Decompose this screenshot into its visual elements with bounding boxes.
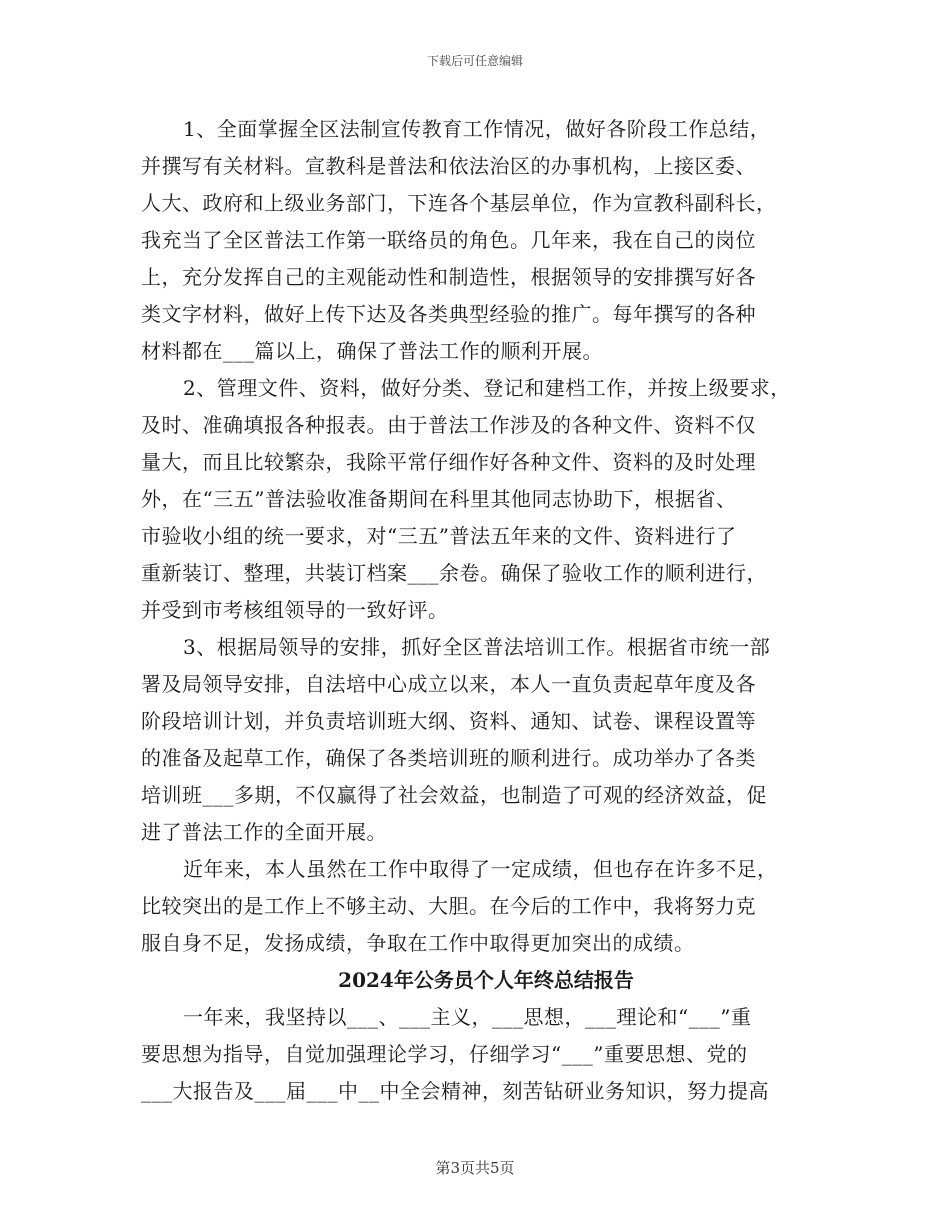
paragraph-line: 近年来，本人虽然在工作中取得了一定成绩，但也存在许多不足， — [183, 857, 778, 881]
paragraph-line: 培训班___多期，不仅赢得了社会效益，也制造了可观的经济效益，促 — [141, 783, 767, 807]
paragraph-line: 上，充分发挥自己的主观能动性和制造性，根据领导的安排撰写好各 — [141, 265, 756, 289]
paragraph-line: 2、管理文件、资料，做好分类、登记和建档工作，并按上级要求， — [183, 376, 791, 400]
paragraph-line: 比较突出的是工作上不够主动、大胆。在今后的工作中，我将努力克 — [141, 894, 756, 918]
paragraph-line: 量大，而且比较繁杂，我除平常仔细作好各种文件、资料的及时处理 — [141, 450, 756, 474]
paragraph-line: 一年来，我坚持以___、___主义，___思想，___理论和“___”重 — [183, 1005, 752, 1029]
paragraph-line: 及时、准确填报各种报表。由于普法工作涉及的各种文件、资料不仅 — [141, 413, 756, 437]
paragraph-line: 并撰写有关材料。宣教科是普法和依法治区的办事机构，上接区委、 — [141, 154, 756, 178]
paragraph-line: 材料都在___篇以上，确保了普法工作的顺利开展。 — [141, 339, 603, 363]
paragraph-line: 3、根据局领导的安排，抓好全区普法培训工作。根据省市统一部 — [183, 635, 771, 659]
paragraph-line: 要思想为指导，自觉加强理论学习，仔细学习“___”重要思想、党的 — [141, 1042, 748, 1066]
paragraph-line: 阶段培训计划，并负责培训班大纲、资料、通知、试卷、课程设置等 — [141, 709, 756, 733]
paragraph-line: 进了普法工作的全面开展。 — [141, 820, 387, 844]
section-title: 2024年公务员个人年终总结报告 — [338, 968, 634, 992]
paragraph-line: 1、全面掌握全区法制宣传教育工作情况，做好各阶段工作总结， — [183, 117, 771, 141]
paragraph-line: 人大、政府和上级业务部门，下连各个基层单位，作为宣教科副科长， — [141, 191, 777, 215]
paragraph-line: 外，在“三五”普法验收准备期间在科里其他同志协助下，根据省、 — [141, 487, 737, 511]
paragraph-line: ___大报告及___届___中__中全会精神，刻苦钻研业务知识，努力提高 — [141, 1079, 769, 1103]
document-body — [141, 111, 831, 1110]
paragraph-line: 的准备及起草工作，确保了各类培训班的顺利进行。成功举办了各类 — [141, 746, 756, 770]
paragraph-line: 我充当了全区普法工作第一联络员的角色。几年来，我在自己的岗位 — [141, 228, 756, 252]
paragraph-line: 重新装订、整理，共装订档案___余卷。确保了验收工作的顺利进行， — [141, 561, 767, 585]
paragraph-line: 服自身不足，发扬成绩，争取在工作中取得更加突出的成绩。 — [141, 931, 695, 955]
paragraph-line: 署及局领导安排，自法培中心成立以来，本人一直负责起草年度及各 — [141, 672, 756, 696]
paragraph-line: 类文字材料，做好上传下达及各类典型经验的推广。每年撰写的各种 — [141, 302, 756, 326]
paragraph-line: 市验收小组的统一要求，对“三五”普法五年来的文件、资料进行了 — [141, 524, 737, 548]
paragraph-line: 并受到市考核组领导的一致好评。 — [141, 598, 449, 622]
page-number: 第3页共5页 — [435, 1159, 515, 1177]
page-header-note: 下载后可任意编辑 — [426, 54, 523, 68]
